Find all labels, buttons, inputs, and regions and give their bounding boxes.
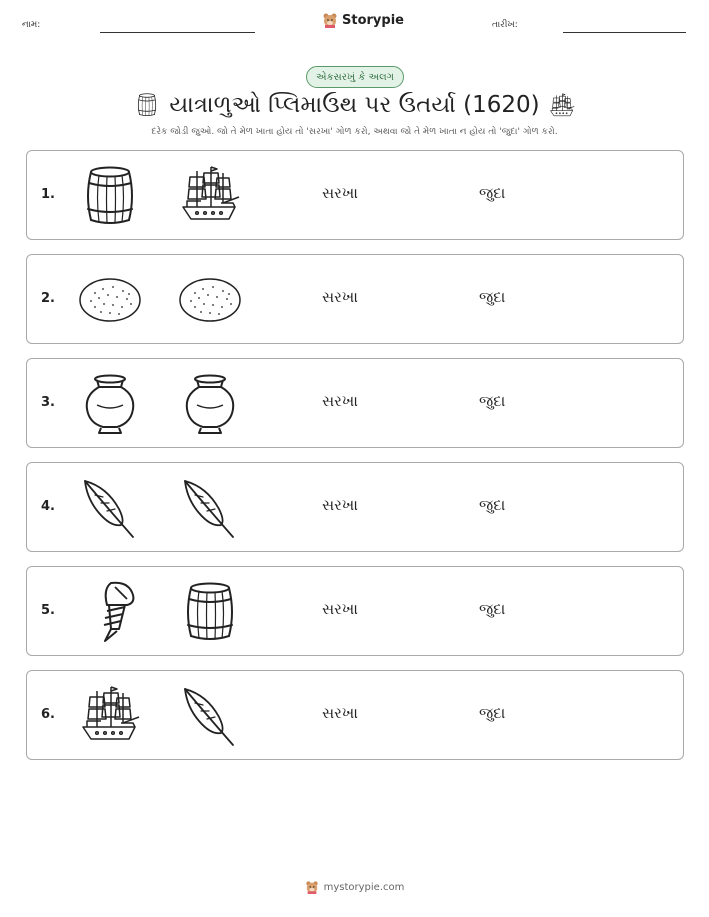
same-option[interactable]: સરખા (322, 184, 358, 202)
same-option[interactable]: સરખા (322, 392, 358, 410)
row-number: 2. (41, 291, 55, 306)
row-number: 5. (41, 603, 55, 618)
pot-icon (177, 371, 243, 437)
row-number: 3. (41, 395, 55, 410)
exercise-row (26, 462, 684, 552)
barrel-icon (177, 579, 243, 645)
same-option[interactable]: સરખા (322, 288, 358, 306)
different-option[interactable]: જુદા (479, 600, 506, 618)
row-number: 4. (41, 499, 55, 514)
feather-icon (177, 475, 243, 541)
instructions: દરેક જોડી જુઓ. જો તે મેળ ખાતા હોય તો 'સરખા' ગોળ કરો, અથવા જો તે મેળ ખાતા ન હોય તો 'જુદા' ગોળ કરો. (151, 127, 558, 137)
pot-icon (77, 371, 143, 437)
same-option[interactable]: સરખા (322, 600, 358, 618)
same-option[interactable]: સરખા (322, 704, 358, 722)
different-option[interactable]: જુદા (479, 704, 506, 722)
footer-url[interactable]: mystorypie.com (323, 881, 405, 893)
ship-icon (77, 683, 143, 749)
different-option[interactable]: જુદા (479, 392, 506, 410)
storypie-logo (322, 12, 404, 28)
barrel-icon (77, 163, 143, 229)
name-label: નામ: (22, 20, 41, 30)
bread-icon (77, 267, 143, 333)
exercise-row (26, 254, 684, 344)
feather-icon (77, 475, 143, 541)
feather-icon (177, 683, 243, 749)
exercise-row (26, 670, 684, 760)
different-option[interactable]: જુદા (479, 184, 506, 202)
bread-icon (177, 267, 243, 333)
different-option[interactable]: જુદા (479, 496, 506, 514)
exercise-row (26, 358, 684, 448)
exercise-row (26, 150, 684, 240)
footer (0, 880, 709, 894)
page-title: યાત્રાળુઓ પ્લિમાઉથ પર ઉતર્યા (1620) (169, 92, 540, 118)
date-line[interactable] (563, 32, 686, 33)
worksheet-type-badge: એકસરખું કે અલગ (306, 66, 404, 88)
bear-icon (305, 880, 319, 894)
date-label: તારીખ: (492, 20, 518, 30)
bear-icon (322, 12, 338, 28)
screw-icon (77, 579, 143, 645)
row-number: 6. (41, 707, 55, 722)
name-line[interactable] (100, 32, 255, 33)
brand-name: Storypie (342, 12, 404, 28)
ship-icon (548, 92, 576, 120)
different-option[interactable]: જુદા (479, 288, 506, 306)
ship-icon (177, 163, 243, 229)
exercise-row (26, 566, 684, 656)
row-number: 1. (41, 187, 55, 202)
same-option[interactable]: સરખા (322, 496, 358, 514)
